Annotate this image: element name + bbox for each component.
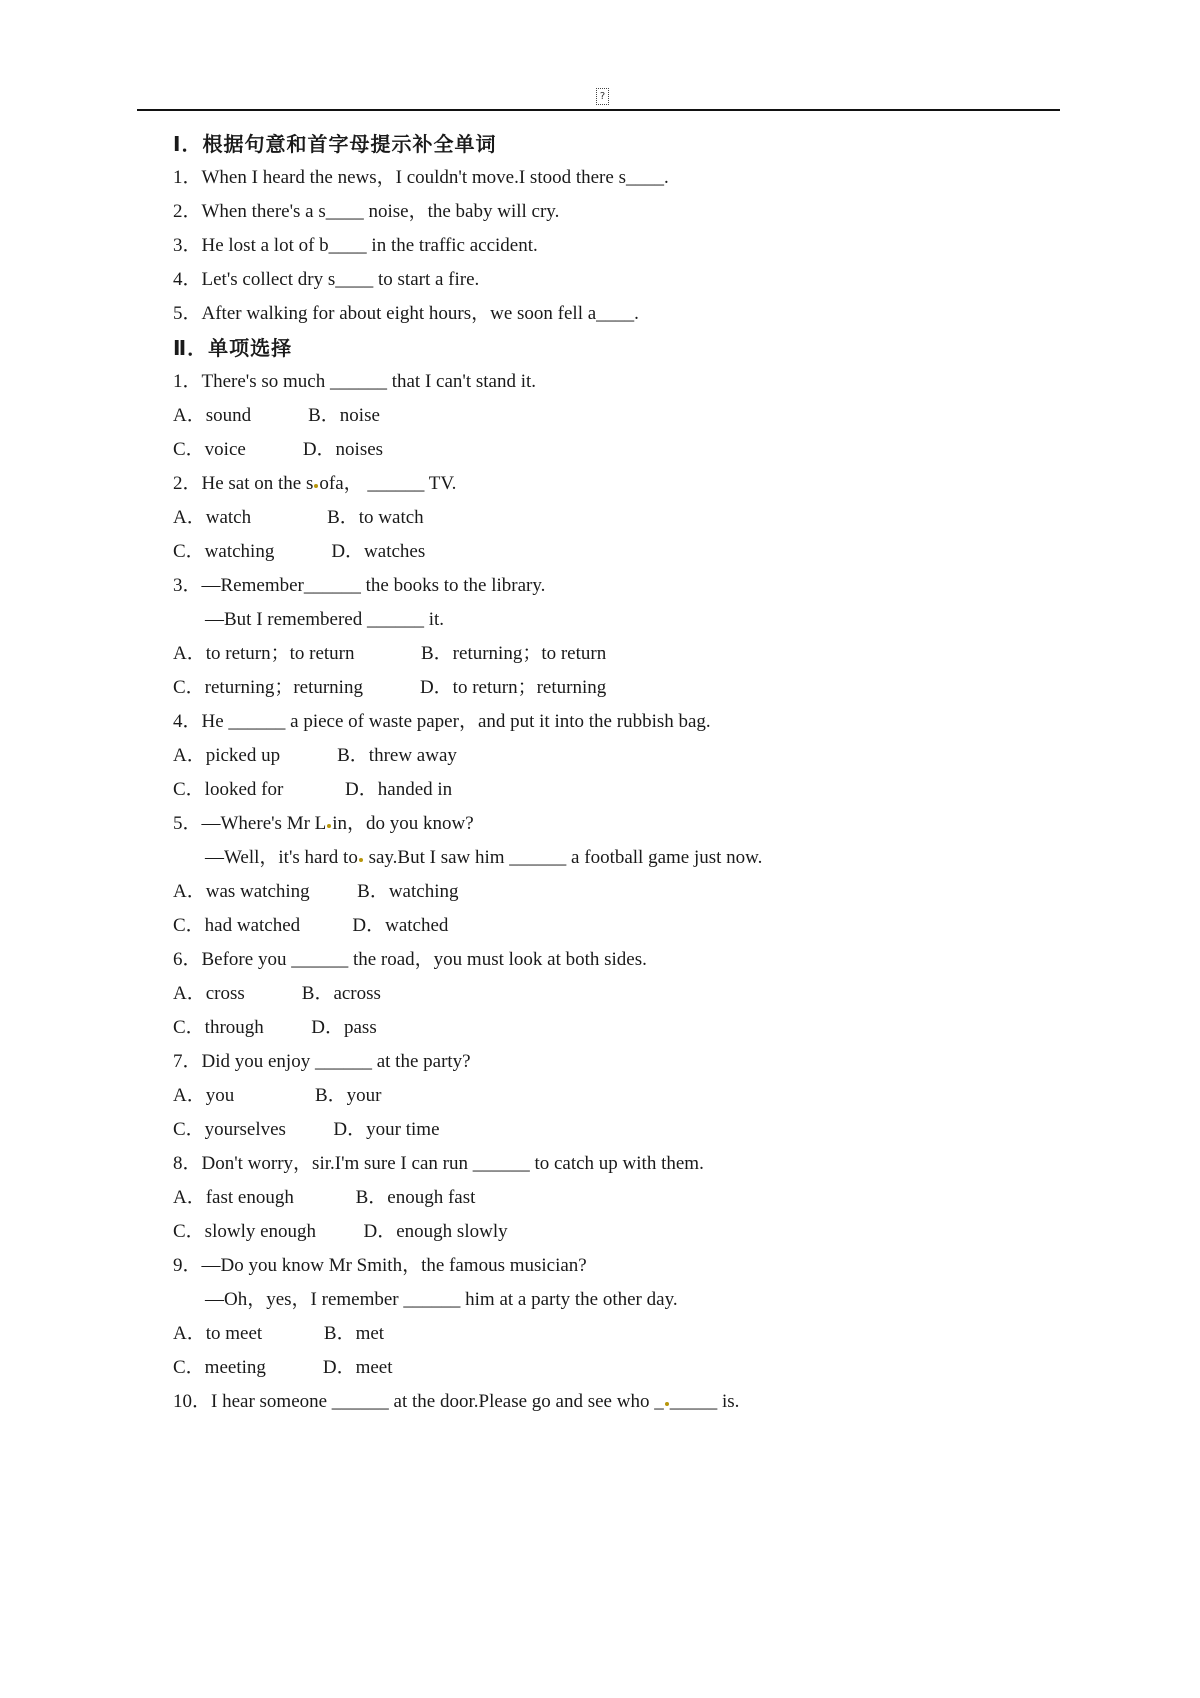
question-line: 2．When there's a s____ noise，the baby will cry. — [173, 201, 560, 222]
question-line: 3．—Remember______ the books to the library. — [173, 575, 546, 596]
section-heading: Ⅱ．单项选择 — [173, 336, 293, 360]
section-heading: Ⅰ．根据句意和首字母提示补全单词 — [173, 132, 497, 156]
dialogue-line: —Well，it's hard to say.But I saw him ______ a football game just now. — [205, 847, 763, 868]
option-line: C．slowly enough D．enough slowly — [173, 1221, 508, 1242]
spellcheck-dot-icon — [359, 858, 363, 862]
option-line: A．sound B．noise — [173, 405, 380, 426]
option-line: C．voice D．noises — [173, 439, 384, 460]
option-line: A．was watching B．watching — [173, 881, 459, 902]
question-line: 4．Let's collect dry s____ to start a fire. — [173, 269, 480, 290]
question-line: 7．Did you enjoy ______ at the party? — [173, 1051, 471, 1072]
option-line: A．cross B．across — [173, 983, 381, 1004]
option-line: C．meeting D．meet — [173, 1357, 393, 1378]
option-line: C．had watched D．watched — [173, 915, 449, 936]
option-line: A．fast enough B．enough fast — [173, 1187, 476, 1208]
question-line: 1．There's so much ______ that I can't stand it. — [173, 371, 537, 392]
question-line: 3．He lost a lot of b____ in the traffic accident. — [173, 235, 538, 256]
spellcheck-dot-icon — [665, 1402, 669, 1406]
question-line: 2．He sat on the s ofa， ______ TV. — [173, 473, 457, 494]
question-line: 5．—Where's Mr L in，do you know? — [173, 813, 474, 834]
question-line: 9．—Do you know Mr Smith，the famous musician? — [173, 1255, 587, 1276]
option-line: C．returning；returning D．to return；returning — [173, 677, 607, 698]
option-line: A．to return；to return B．returning；to return — [173, 643, 607, 664]
option-line: A．watch B．to watch — [173, 507, 424, 528]
option-line: C．through D．pass — [173, 1017, 377, 1038]
worksheet-body — [173, 127, 1083, 1419]
question-line: 8．Don't worry，sir.I'm sure I can run ______ to catch up with them. — [173, 1153, 704, 1174]
question-line: 4．He ______ a piece of waste paper，and put it into the rubbish bag. — [173, 711, 711, 732]
question-line: 5．After walking for about eight hours，we soon fell a____. — [173, 303, 639, 324]
question-line: 1．When I heard the news，I couldn't move.I stood there s____. — [173, 167, 669, 188]
option-line: C．watching D．watches — [173, 541, 426, 562]
option-line: C．looked for D．handed in — [173, 779, 453, 800]
option-line: C．yourselves D．your time — [173, 1119, 440, 1140]
option-line: A．you B．your — [173, 1085, 382, 1106]
header-rule — [137, 109, 1060, 111]
option-line: A．to meet B．met — [173, 1323, 385, 1344]
spellcheck-dot-icon — [314, 484, 318, 488]
unknown-char-glyph: ? — [596, 88, 609, 105]
dialogue-line: —Oh，yes，I remember ______ him at a party the other day. — [205, 1289, 678, 1310]
question-line: 10．I hear someone ______ at the door.Please go and see who _ _____ is. — [173, 1391, 740, 1412]
spellcheck-dot-icon — [327, 824, 331, 828]
question-line: 6．Before you ______ the road，you must look at both sides. — [173, 949, 647, 970]
dialogue-line: —But I remembered ______ it. — [205, 609, 445, 630]
option-line: A．picked up B．threw away — [173, 745, 457, 766]
